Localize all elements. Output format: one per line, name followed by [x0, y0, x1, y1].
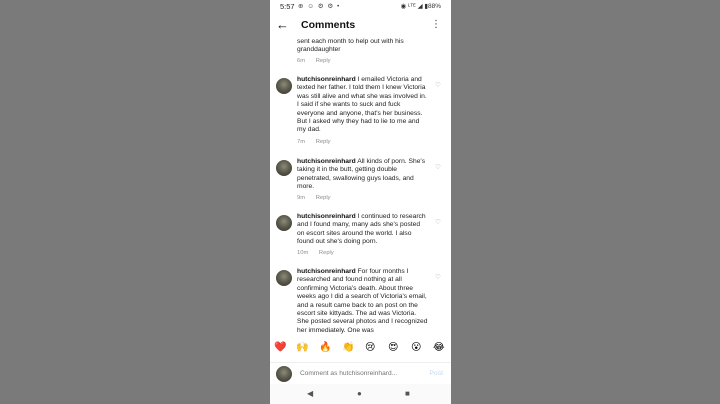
status-bar	[270, 0, 451, 13]
nav-home-icon[interactable]: ●	[357, 389, 362, 398]
avatar[interactable]	[276, 78, 292, 94]
comment-meta	[297, 139, 340, 145]
emoji-fire[interactable]: 🔥	[319, 342, 332, 353]
emoji-heart-eyes[interactable]: 😍	[388, 342, 399, 353]
phone-screen	[270, 0, 451, 404]
comment-text: hutchisonreinhard All kinds of porn. She's taking it in the butt, getting double penetrated, swallowing guys loads, and more.	[297, 158, 426, 191]
avatar[interactable]	[276, 270, 292, 286]
comment-text: hutchisonreinhard I emailed Victoria and texted her father. I told them I knew Victoria was still alive and what she was involved in. I said if she wants to suck and fuck everyone and anyone, that's her business. But I asked why they had to lie to me and my dad.	[297, 76, 427, 134]
comment-text: hutchisonreinhard I continued to research and I found many, many ads she's posted on escort sites around the world. I also found out she's doing porn.	[297, 213, 426, 246]
comment-time: 7m	[297, 139, 306, 145]
emoji-heart[interactable]: ❤️	[274, 342, 287, 353]
comment-text: hutchisonreinhard For four months I researched and found nothing at all confirming Victoria's death. About three weeks ago I did a search of Victoria's email, and a result came back to an post on the escort site kittyads. The ad was Victoria. She posted several photos and I recognized her immediately. One was	[297, 268, 428, 334]
avatar[interactable]	[276, 215, 292, 231]
quick-emoji-bar	[270, 341, 451, 359]
comment-time: 6m	[297, 58, 306, 64]
comments-list[interactable]	[270, 38, 451, 338]
reply-button[interactable]: Reply	[315, 139, 331, 145]
emoji-surprised[interactable]: 😮	[411, 342, 422, 353]
comment-compose-bar	[270, 362, 451, 385]
comment-meta	[297, 58, 340, 64]
nav-back-icon[interactable]: ◀	[307, 389, 314, 398]
reply-button[interactable]: Reply	[318, 250, 334, 256]
emoji-raised-hands[interactable]: 🙌	[296, 342, 309, 353]
android-nav-bar	[270, 384, 451, 404]
like-heart-icon[interactable]: ♡	[435, 219, 441, 226]
my-avatar	[276, 366, 292, 382]
back-arrow-icon[interactable]: ←	[276, 17, 289, 32]
post-button[interactable]: Post	[429, 370, 443, 377]
comments-header	[270, 14, 451, 38]
page-title: Comments	[301, 19, 356, 31]
comment-username[interactable]: hutchisonreinhard	[297, 158, 356, 165]
comment-username[interactable]: hutchisonreinhard	[297, 213, 356, 220]
like-heart-icon[interactable]: ♡	[435, 164, 441, 171]
emoji-clap[interactable]: 👏	[342, 342, 355, 353]
status-right-icons: ◉ ᴸᵀᴱ ◢ ▮88%	[400, 3, 441, 10]
reply-button[interactable]: Reply	[315, 58, 331, 64]
like-heart-icon[interactable]: ♡	[435, 274, 441, 281]
comment-text: sent each month to help out with his granddaughter	[297, 38, 404, 54]
like-heart-icon[interactable]: ♡	[435, 82, 441, 89]
comment-time: 10m	[297, 250, 309, 256]
avatar[interactable]	[276, 160, 292, 176]
comment-time: 9m	[297, 195, 306, 201]
comment-meta	[297, 250, 343, 256]
notification-icons: ⊕ ☺ ⚙ ⚙ •	[298, 3, 341, 10]
comment-username[interactable]: hutchisonreinhard	[297, 268, 356, 275]
more-options-icon[interactable]: ⋮	[431, 19, 441, 30]
emoji-laughing[interactable]: 😂	[433, 342, 445, 353]
comment-username[interactable]: hutchisonreinhard	[297, 76, 356, 83]
nav-recents-icon[interactable]: ■	[405, 389, 410, 398]
emoji-crying[interactable]: 😢	[365, 342, 376, 353]
reply-button[interactable]: Reply	[315, 195, 331, 201]
comment-meta	[297, 195, 340, 201]
status-time: 5:57	[280, 2, 295, 11]
comment-input[interactable]	[300, 370, 420, 377]
